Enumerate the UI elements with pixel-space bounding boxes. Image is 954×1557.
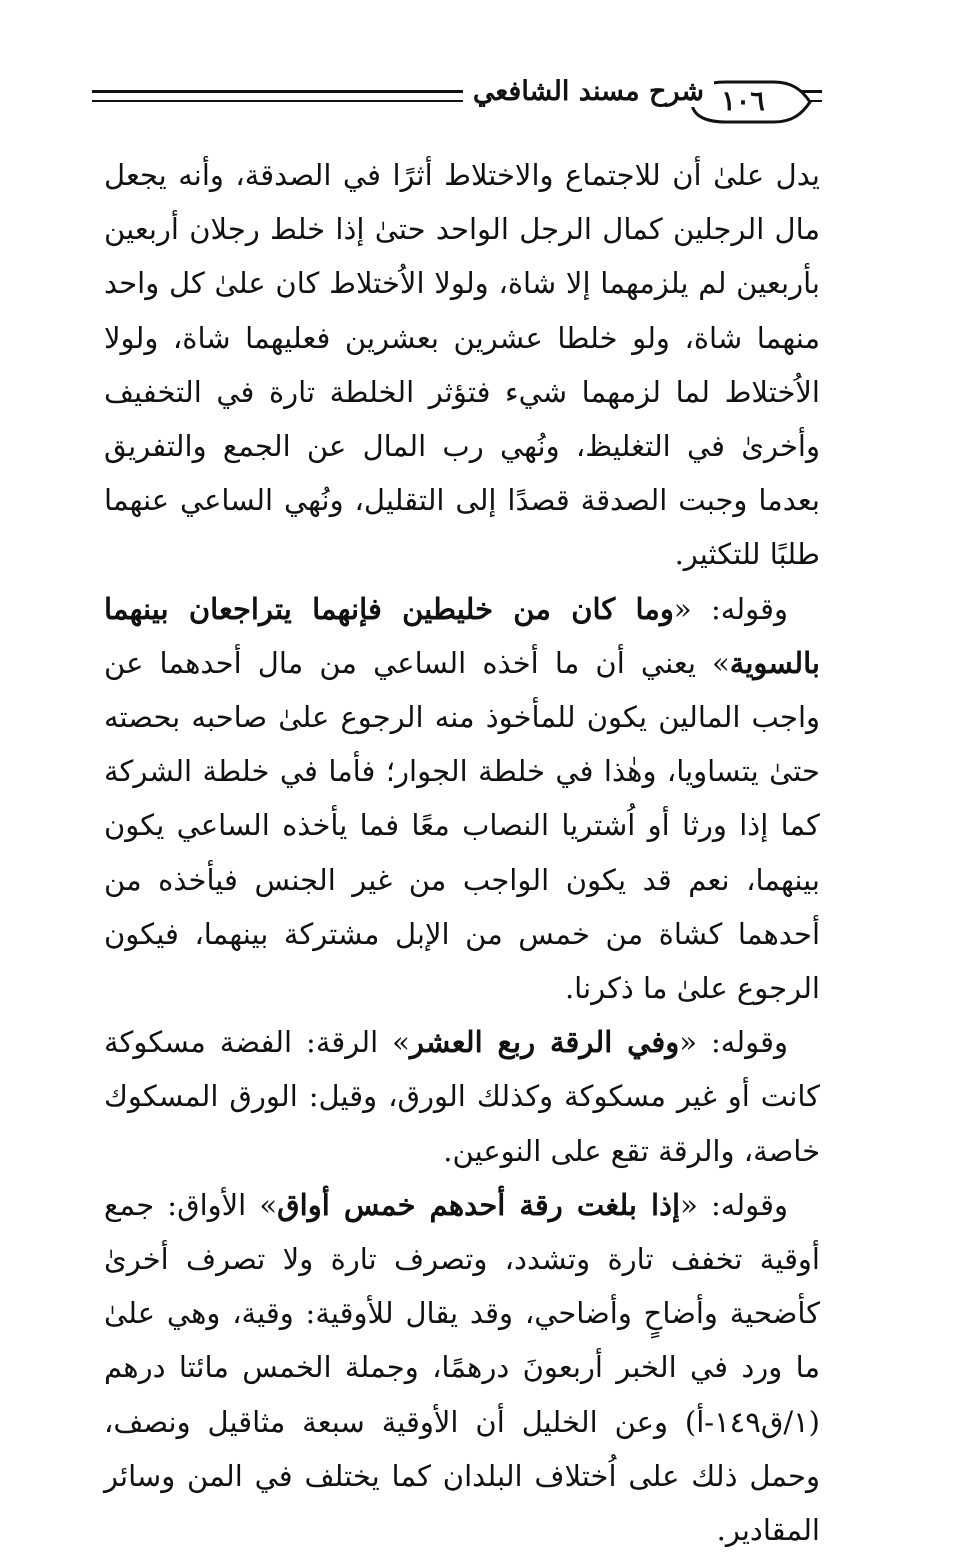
paragraph-2	[104, 582, 820, 1016]
paragraph-1-text: يدل علىٰ أن للاجتماع والاختلاط أثرًا في الصدقة، وأنه يجعل مال الرجلين كمال الرجل الواحد حتىٰ إذا خلط رجلان أربعين بأربعين لم يلزمهما إلا شاة، ولولا الاُختلاط كان علىٰ كل واحد منهما شاة، ولو خلطا عشرين بعشرين فعليهما شاة، ولولا الاُختلاط لما لزمهما شيء فتؤثر الخلطة تارة في التخفيف وأخرىٰ في التغليظ، ونُهي رب المال عن الجمع والتفريق بعدما وجبت الصدقة قصدًا إلى التقليل، ونُهي الساعي عنهما طلبًا للتكثير.	[104, 158, 820, 572]
paragraph-3-text: » الرقة: الفضة مسكوكة كانت أو غير مسكوكة وكذلك الورق، وقيل: الورق المسكوك خاصة، والرقة تقع على النوعين.	[104, 1025, 820, 1168]
page-header	[92, 70, 822, 130]
paragraph-2-text: » يعني أن ما أخذه الساعي من مال أحدهما عن واجب المالين يكون للمأخوذ منه الرجوع علىٰ صاحبه بحصته حتىٰ يتساويا، وهٰذا في خلطة الجوار؛ فأما في خلطة الشركة كما إذا ورثا أو اُشتريا النصاب معًا فما يأخذه الساعي يكون بينهما، نعم قد يكون الواجب من غير الجنس فيأخذه من أحدهما كشاة من خمس من الإبل مشتركة بينهما، فيكون الرجوع علىٰ ما ذكرنا.	[104, 645, 820, 1006]
paragraph-3-prefix: وقوله: «	[679, 1025, 788, 1060]
hadith-quote-1: وما كان من خليطين فإنهما يتراجعان بينهما بالسوية	[104, 591, 820, 680]
hadith-quote-3: إذا بلغت رقة أحدهم خمس أواق	[277, 1187, 681, 1222]
paragraph-4-prefix: وقوله: «	[680, 1187, 788, 1222]
running-title: شرح مسند الشافعي	[463, 76, 714, 107]
page-number: ١٠٦	[721, 86, 765, 117]
paragraph-4-text: » الأواق: جمع أوقية تخفف تارة وتشدد، وتصرف تارة ولا تصرف أخرىٰ كأضحية وأضاحٍ وأضاحي، وقد يقال للأوقية: وقية، وهي علىٰ ما ورد في الخبر أربعونَ درهمًا، وجملة الخمس مائتا درهم (١/ق١٤٩-أ) وعن الخليل أن الأوقية سبعة مثاقيل ونصف، وحمل ذلك على اُختلاف البلدان كما يختلف في المن وسائر المقادير.	[104, 1187, 820, 1548]
page-body	[104, 148, 820, 1557]
hadith-quote-2: وفي الرقة ربع العشر	[409, 1025, 680, 1060]
paragraph-3	[104, 1015, 820, 1178]
paragraph-2-prefix: وقوله: «	[673, 591, 788, 626]
paragraph-4	[104, 1178, 820, 1557]
paragraph-1	[104, 148, 820, 582]
